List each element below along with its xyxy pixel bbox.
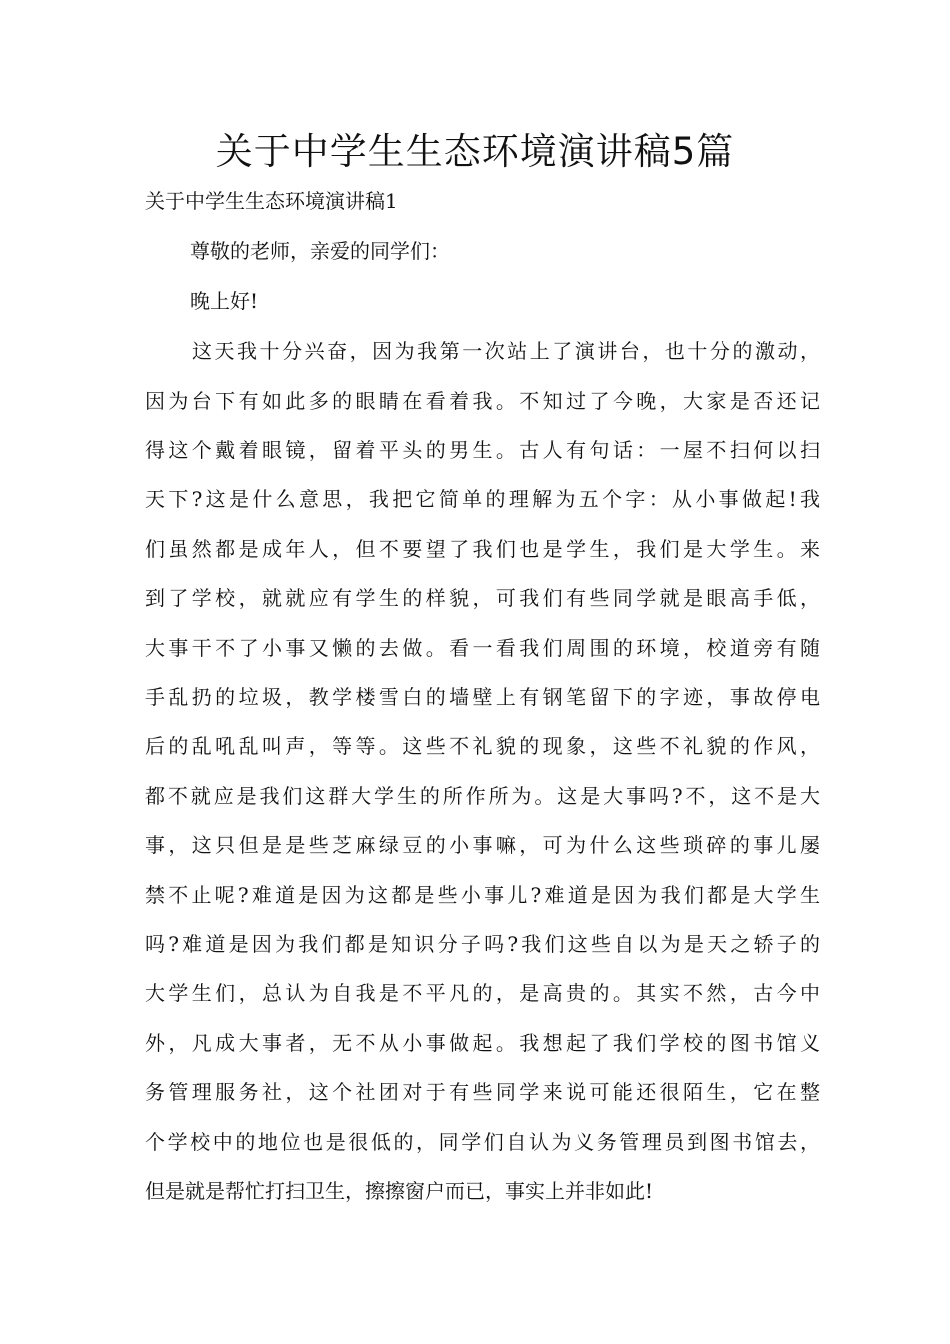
paragraph-line: 都不就应是我们这群大学生的所作所为。这是大事吗?不，这不是大 — [145, 784, 820, 808]
paragraph-line: 禁不止呢?难道是因为这都是些小事儿?难道是因为我们都是大学生 — [145, 883, 820, 907]
paragraph-line: 大事干不了小事又懒的去做。看一看我们周围的环境，校道旁有随 — [145, 636, 820, 660]
greeting: 晚上好! — [190, 289, 259, 313]
document-title: 关于中学生生态环境演讲稿5篇 — [215, 130, 735, 173]
paragraph-line: 大学生们，总认为自我是不平凡的，是高贵的。其实不然，古今中 — [145, 981, 820, 1005]
paragraph-line: 手乱扔的垃圾，教学楼雪白的墙壁上有钢笔留下的字迹，事故停电 — [145, 685, 820, 709]
paragraph-line: 后的乱吼乱叫声，等等。这些不礼貌的现象，这些不礼貌的作风， — [145, 734, 820, 758]
section-heading: 关于中学生生态环境演讲稿1 — [145, 189, 398, 213]
paragraph-line: 这天我十分兴奋，因为我第一次站上了演讲台，也十分的激动， — [192, 339, 820, 363]
salutation: 尊敬的老师，亲爱的同学们： — [190, 239, 450, 263]
paragraph-line: 吗?难道是因为我们都是知识分子吗?我们这些自以为是天之轿子的 — [145, 932, 820, 956]
paragraph-line: 个学校中的地位也是很低的，同学们自认为义务管理员到图书馆去， — [145, 1130, 820, 1154]
paragraph-line: 得这个戴着眼镜，留着平头的男生。古人有句话：一屋不扫何以扫 — [145, 438, 820, 462]
paragraph-line: 事，这只但是是些芝麻绿豆的小事嘛，可为什么这些琐碎的事儿屡 — [145, 833, 820, 857]
paragraph-line: 务管理服务社，这个社团对于有些同学来说可能还很陌生，它在整 — [145, 1080, 820, 1104]
paragraph-line: 到了学校，就就应有学生的样貌，可我们有些同学就是眼高手低， — [145, 586, 820, 610]
paragraph-line: 因为台下有如此多的眼睛在看着我。不知过了今晚，大家是否还记 — [145, 389, 820, 413]
paragraph-line: 天下?这是什么意思，我把它简单的理解为五个字：从小事做起!我 — [145, 487, 820, 511]
paragraph-line: 们虽然都是成年人，但不要望了我们也是学生，我们是大学生。来 — [145, 537, 820, 561]
paragraph-line: 外，凡成大事者，无不从小事做起。我想起了我们学校的图书馆义 — [145, 1031, 820, 1055]
paragraph-line: 但是就是帮忙打扫卫生，擦擦窗户而已，事实上并非如此! — [145, 1179, 654, 1203]
